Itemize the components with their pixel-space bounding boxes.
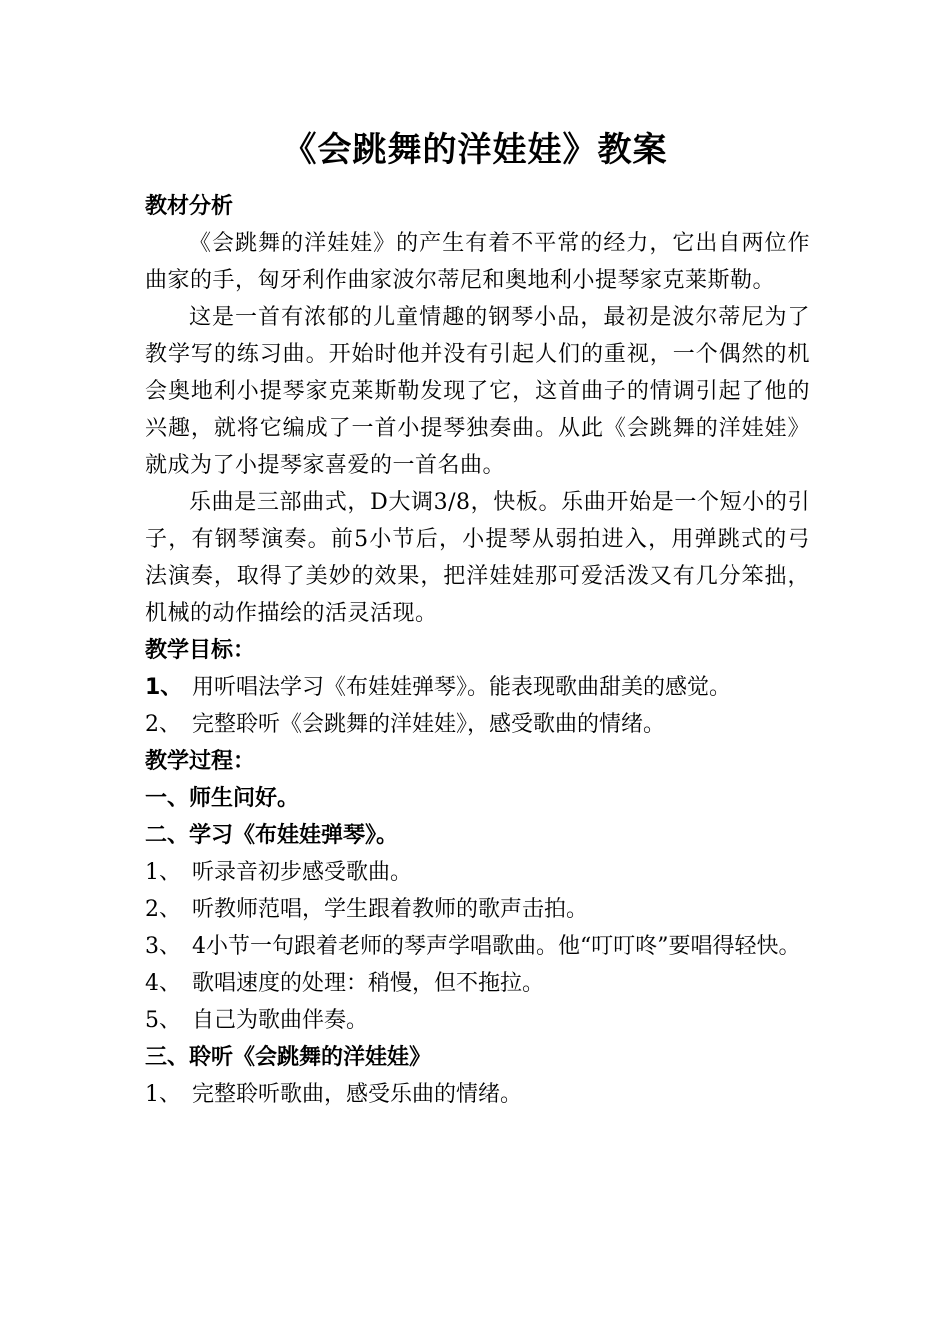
section-heading-goals: 教学目标： [145, 638, 256, 663]
analysis-paragraph: 《会跳舞的洋娃娃》的产生有着不平常的经力，它出自两位作曲家的手，匈牙利作曲家波尔蒂尼和奥地利小提琴家克莱斯勒。 [145, 231, 810, 293]
goal-text: 完整聆听《会跳舞的洋娃娃》，感受歌曲的情绪。 [192, 712, 666, 737]
step2-item [145, 1002, 810, 1039]
step2-item [145, 891, 810, 928]
step2-item-text: 听录音初步感受歌曲。 [192, 860, 413, 885]
step3-item [145, 1076, 810, 1113]
step2-item [145, 965, 810, 1002]
step3-item-number: 1、 [145, 1082, 181, 1107]
step3-item-text: 完整聆听歌曲，感受乐曲的情绪。 [192, 1082, 523, 1107]
step2-item-text: 自己为歌曲伴奏。 [192, 1008, 369, 1033]
section-heading-analysis: 教材分析 [145, 194, 234, 219]
analysis-paragraph: 这是一首有浓郁的儿童情趣的钢琴小品，最初是波尔蒂尼为了教学写的练习曲。开始时他并没有引起人们的重视，一个偶然的机会奥地利小提琴家克莱斯勒发现了它，这首曲子的情调引起了他的兴趣，就将它编成了一首小提琴独奏曲。从此《会跳舞的洋娃娃》就成为了小提琴家喜爱的一首名曲。 [145, 305, 810, 478]
document-title: 《会跳舞的洋娃娃》教案 [282, 130, 668, 170]
process-step-2: 二、学习《布娃娃弹琴》。 [145, 823, 399, 848]
step2-item-number: 1、 [145, 860, 181, 885]
goal-number: 1、 [145, 675, 183, 700]
step2-item-text: 听教师范唱，学生跟着教师的歌声击拍。 [192, 897, 589, 922]
step2-item-number: 2、 [145, 897, 181, 922]
goal-item [145, 669, 810, 706]
step2-item-number: 5、 [145, 1008, 181, 1033]
process-step-1: 一、师生问好。 [145, 786, 300, 811]
step2-item-number: 3、 [145, 934, 181, 959]
step2-item-text: 4小节一句跟着老师的琴声学唱歌曲。他“叮叮咚”要唱得轻快。 [192, 934, 801, 959]
step2-item [145, 854, 810, 891]
document-body [145, 188, 810, 1113]
goal-number: 2、 [145, 712, 181, 737]
section-heading-process: 教学过程： [145, 749, 256, 774]
process-step-3: 三、聆听《会跳舞的洋娃娃》 [145, 1045, 432, 1070]
step2-item-number: 4、 [145, 971, 181, 996]
analysis-paragraph: 乐曲是三部曲式，D大调3/8，快板。乐曲开始是一个短小的引子，有钢琴演奏。前5小节后，小提琴从弱拍进入，用弹跳式的弓法演奏，取得了美妙的效果，把洋娃娃那可爱活泼又有几分笨拙，机械的动作描绘的活灵活现。 [145, 490, 810, 626]
goal-text: 用听唱法学习《布娃娃弹琴》。能表现歌曲甜美的感觉。 [192, 675, 732, 700]
goal-item [145, 706, 810, 743]
step2-item [145, 928, 810, 965]
step2-item-text: 歌唱速度的处理：稍慢，但不拖拉。 [192, 971, 545, 996]
